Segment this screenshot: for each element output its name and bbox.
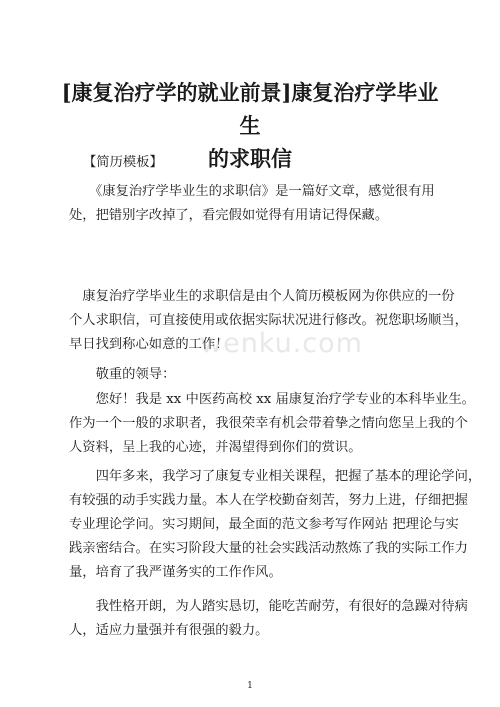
- text-line: 敬重的领导：: [69, 367, 176, 382]
- text-line: 康复治疗学毕业生的求职信是由个人简历模板网为你供应的一份: [69, 289, 455, 304]
- page-number: 1: [247, 681, 253, 691]
- text-line: 人资料，呈上我的心迹，并渴望得到你们的赏识。: [69, 440, 362, 455]
- body-paragraph-3: [69, 465, 482, 585]
- title-line-1: [康复治疗学的就业前景]康复治疗学毕业生: [61, 80, 439, 138]
- text-line: 早日找到称心如意的工作！: [69, 337, 229, 352]
- text-line: 四年多来，我学习了康复专业相关课程，把握了基本的理论学问，: [69, 469, 482, 484]
- salutation: [69, 363, 439, 387]
- title-line-2: 的求职信: [208, 146, 292, 171]
- text-line: 量，培育了我严谨务实的工作作风。: [69, 565, 282, 580]
- text-line: 践亲密结合。在实习阶段大量的社会实践活动熬炼了我的实际工作力: [69, 541, 468, 556]
- text-line: 个人求职信，可直接使用或依据实际状况进行修改。祝您职场顺当，: [69, 313, 468, 328]
- watermark: wenku.com: [200, 328, 363, 359]
- text-line: 有较强的动手实践力量。本人在学校勤奋刻苦，努力上进，仔细把握: [69, 493, 468, 508]
- intro-paragraph: [69, 180, 439, 228]
- body-paragraph-1: [69, 285, 468, 357]
- text-line: 作为一个一般的求职者，我很荣幸有机会带着挚之情向您呈上我的个: [69, 416, 468, 431]
- intro-line: 处，把错别字改掉了，看完假如觉得有用请记得保藏。: [69, 208, 389, 223]
- body-paragraph-4: [69, 595, 468, 643]
- text-line: 人，适应力量强并有很强的毅力。: [69, 623, 269, 638]
- intro-line: 《康复治疗学毕业生的求职信》是一篇好文章，感觉很有用: [69, 184, 435, 199]
- body-paragraph-2: [69, 388, 475, 460]
- section-label: 【简历模板】: [83, 155, 163, 170]
- text-line: 您好！我是 xx 中医药高校 xx 届康复治疗学专业的本科毕业生。: [69, 392, 475, 407]
- text-line: 专业理论学问。实习期间，最全面的范文参考写作网站 把理论与实: [69, 517, 459, 532]
- text-line: 我性格开朗，为人踏实恳切，能吃苦耐劳，有很好的急躁对待病: [69, 599, 468, 614]
